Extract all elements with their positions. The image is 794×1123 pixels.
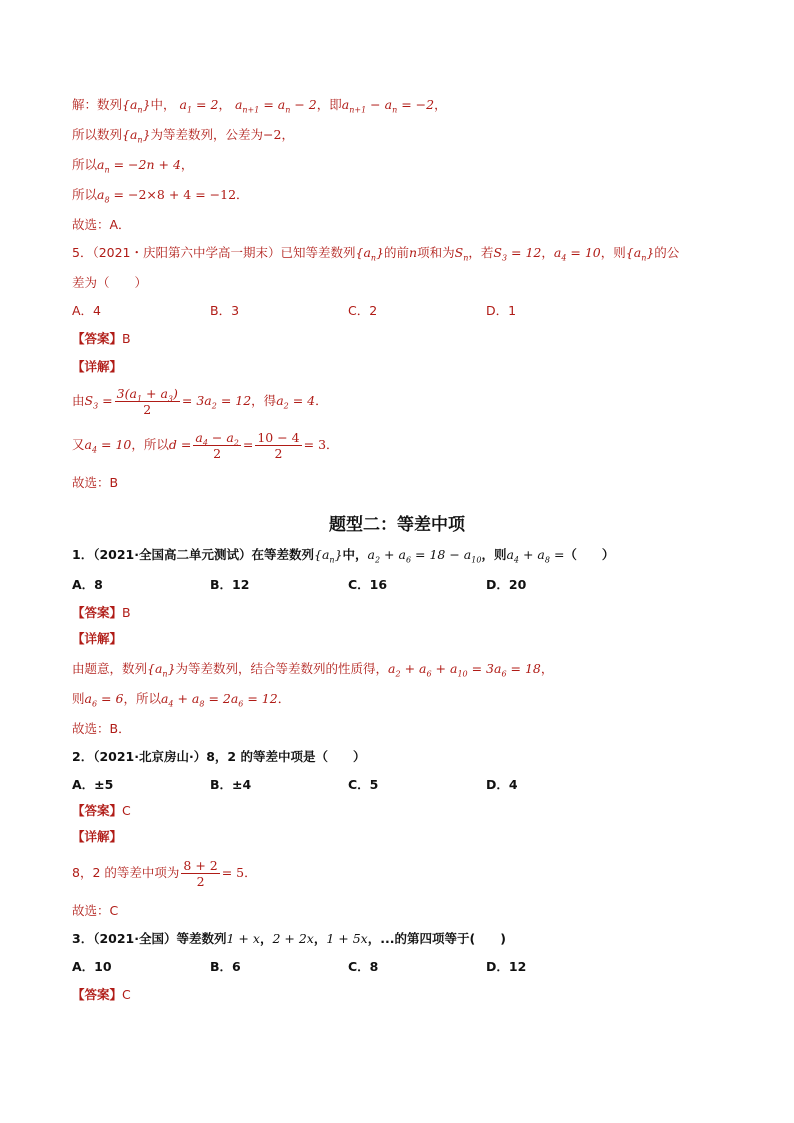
answer-tag: 【答案】 <box>72 803 123 818</box>
text: ， <box>434 97 447 112</box>
text: ， <box>218 97 231 112</box>
text: ， <box>281 127 294 142</box>
math: d = <box>168 437 192 452</box>
math-seq: $\{a_n\}$ <box>314 547 343 565</box>
math-seq: $\{a_n\}$ <box>625 245 655 263</box>
text: ． <box>236 187 249 202</box>
math: $a_{n+1} - a_n = -2$ <box>341 97 435 115</box>
solution-line-2 <box>72 126 294 144</box>
s2q3-option-d[interactable]: D．12 <box>486 959 527 974</box>
s2q2-option-c[interactable]: C．5 <box>348 777 379 792</box>
math: $a_4 = 10$ <box>84 437 132 455</box>
math: $a_6 = 6$ <box>84 691 124 709</box>
math: $a_4 + a_8$ = <box>506 547 565 565</box>
math: $a_8$ <box>97 187 110 205</box>
s2q2-option-b[interactable]: B．±4 <box>210 777 252 792</box>
answer-value: B <box>122 331 131 346</box>
math: $a_4 + a_8 = 2a_6 = 12$ <box>160 691 278 709</box>
text: 中， <box>150 97 176 112</box>
s2q2-option-d[interactable]: D．4 <box>486 777 518 792</box>
fraction: $\frac{10 - 4}{2}$ <box>257 430 300 461</box>
text: 则 <box>72 691 85 706</box>
text: 所以数列 <box>72 127 123 142</box>
answer-tag: 【答案】 <box>72 331 123 346</box>
q5-option-a[interactable]: A．4 <box>72 303 102 318</box>
text: ． <box>326 437 339 452</box>
text: ，则 <box>600 245 626 260</box>
s2q1-stem <box>72 546 614 564</box>
math: $S_3$ = <box>84 393 113 411</box>
text: ，则 <box>481 547 507 562</box>
math: n <box>409 245 418 260</box>
text: 为等差数列，公差为 <box>150 127 264 142</box>
answer-value: C <box>122 803 131 818</box>
text: 解：数列 <box>72 97 123 112</box>
s2q3-option-c[interactable]: C．8 <box>348 959 379 974</box>
s2q2-detail-tag: 【详解】 <box>72 829 123 844</box>
s2q3-stem <box>72 930 506 948</box>
q5-stem-line-2: 差为（ ） <box>72 275 148 290</box>
text: （ ） <box>564 547 615 562</box>
math: $a_2 + a_6 + a_{10} = 3a_6 = 18$ <box>388 661 541 679</box>
math: $a_2 + a_6 = 18 - a_{10}$ <box>367 547 482 565</box>
text: ， <box>259 931 273 946</box>
math-seq: $\{a_n\}$ <box>122 127 151 145</box>
s2q2-answer <box>72 802 131 820</box>
text: 又 <box>72 437 85 452</box>
math: 2 + 2x <box>272 931 314 946</box>
text: 的公 <box>654 245 680 260</box>
math: $S_3 = 12$ <box>493 245 542 263</box>
text: ， <box>541 245 554 260</box>
s2q1-detail-line-2 <box>72 690 290 708</box>
text: 由 <box>72 393 85 408</box>
text: ． <box>244 865 257 880</box>
math: 1 + 5x <box>326 931 368 946</box>
q5-detail-line-1 <box>72 384 328 418</box>
s2q1-option-a[interactable]: A．8 <box>72 577 103 592</box>
math: $a_2 = 4$ <box>276 393 316 411</box>
section-title: 题型二：等差中项 <box>329 515 465 535</box>
math-seq: $\{a_n\}$ <box>147 661 176 679</box>
q5-detail-tag: 【详解】 <box>72 359 123 374</box>
fraction: $\frac{3(a_1 + a_3)}{2}$ <box>116 386 178 417</box>
math: $a_n$ <box>97 157 110 175</box>
math-seq: $\{a_n\}$ <box>122 97 151 115</box>
text: 中， <box>342 547 368 562</box>
text: 项和为 <box>417 245 455 260</box>
text: ，所以 <box>131 437 169 452</box>
s2q1-answer <box>72 604 131 622</box>
s2q1-option-c[interactable]: C．16 <box>348 577 388 592</box>
text: ． <box>277 691 291 706</box>
text: 的前 <box>384 245 410 260</box>
text: ，...的第四项等于( ) <box>367 931 506 946</box>
s2q3-option-b[interactable]: B．6 <box>210 959 241 974</box>
solution-choose: 故选：A． <box>72 217 131 232</box>
q5-choose: 故选：B <box>72 475 119 490</box>
solution-line-1 <box>72 96 447 114</box>
answer-tag: 【答案】 <box>72 987 123 1002</box>
math: $a_{n+1} = a_n - 2$ <box>234 97 317 115</box>
s2q2-option-a[interactable]: A．±5 <box>72 777 114 792</box>
text: 3．（2021·全国）等差数列 <box>72 931 227 946</box>
text: ，若 <box>468 245 494 260</box>
s2q3-option-a[interactable]: A．10 <box>72 959 112 974</box>
text: 由题意，数列 <box>72 661 148 676</box>
s2q1-option-b[interactable]: B．12 <box>210 577 250 592</box>
q5-option-c[interactable]: C．2 <box>348 303 378 318</box>
text: ， <box>180 157 194 172</box>
text: ， <box>313 931 327 946</box>
q5-option-b[interactable]: B．3 <box>210 303 240 318</box>
s2q1-detail-line-1 <box>72 660 553 678</box>
solution-line-3 <box>72 156 193 174</box>
q5-stem-line-1 <box>72 244 679 262</box>
s2q1-detail-tag: 【详解】 <box>72 631 123 646</box>
text: 所以 <box>72 187 98 202</box>
answer-tag: 【答案】 <box>72 605 123 620</box>
q5-answer <box>72 330 131 348</box>
solution-line-4 <box>72 186 249 204</box>
math: $a_4 = 10$ <box>553 245 601 263</box>
math: $S_n$ <box>454 245 469 263</box>
math: = −2×8 + 4 = −12 <box>113 187 237 202</box>
text: 5．（2021・庆阳第六中学高一期末）已知等差数列 <box>72 245 356 260</box>
s2q3-answer <box>72 986 131 1004</box>
math: 1 + x <box>226 931 260 946</box>
text: ，即 <box>316 97 342 112</box>
s2q2-choose: 故选：C <box>72 903 119 918</box>
text: 为等差数列，结合等差数列的性质得， <box>175 661 389 676</box>
q5-option-d[interactable]: D．1 <box>486 303 517 318</box>
s2q2-detail-line-1: 8，2 的等差中项为 $\frac{8 + 2}{2}$ = 5． <box>72 858 257 889</box>
s2q2-stem: 2．（2021·北京房山·）8，2 的等差中项是（ ） <box>72 749 366 764</box>
q5-detail-line-2: 又$a_4 = 10$，所以d = $\frac{a_4 - a_2}{2}$ = $\frac{10 - 4}{2}$ = 3． <box>72 430 339 461</box>
answer-value: B <box>122 605 131 620</box>
text: ，得 <box>251 393 277 408</box>
text: 1．（2021·全国高二单元测试）在等差数列 <box>72 547 314 562</box>
text: 8，2 的等差中项为 <box>72 865 180 880</box>
text: 所以 <box>72 157 98 172</box>
math: = $3a_2 = 12$ <box>181 393 252 411</box>
math: = −2n + 4 <box>113 157 181 172</box>
text: ． <box>315 393 328 408</box>
text: ，所以 <box>123 691 161 706</box>
math-seq: $\{a_n\}$ <box>355 245 385 263</box>
text: ， <box>540 661 554 676</box>
text: −2 <box>263 127 282 142</box>
answer-value: C <box>122 987 131 1002</box>
math: $a_1 = 2$ <box>179 97 219 115</box>
fraction: $\frac{8 + 2}{2}$ <box>183 858 218 889</box>
s2q1-choose: 故选：B． <box>72 721 131 736</box>
s2q1-option-d[interactable]: D．20 <box>486 577 527 592</box>
fraction: $\frac{a_4 - a_2}{2}$ <box>195 430 239 461</box>
